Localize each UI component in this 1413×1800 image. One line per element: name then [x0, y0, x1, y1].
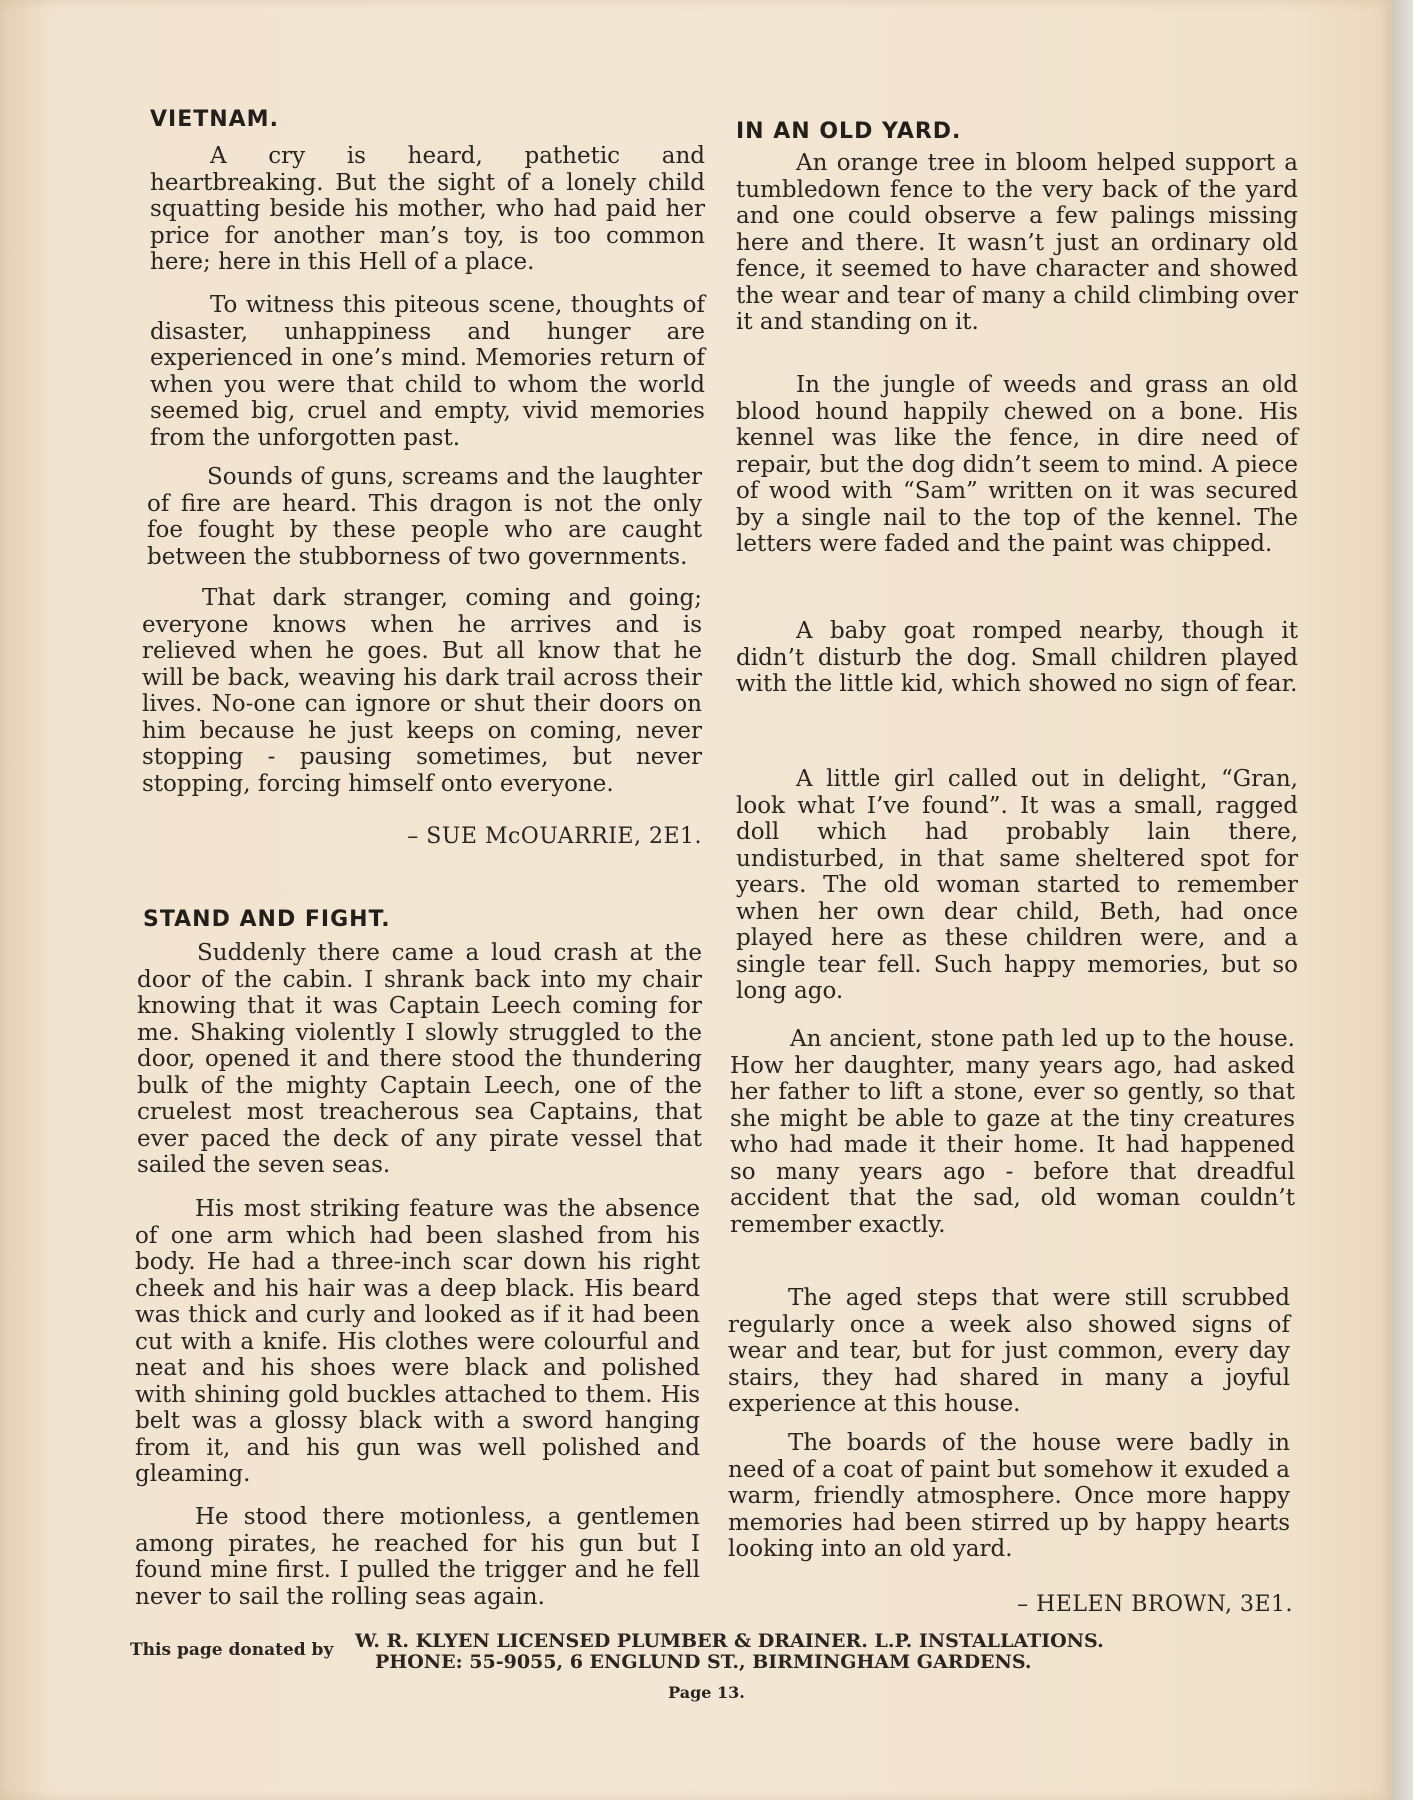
vietnam-title: VIETNAM.: [150, 107, 279, 132]
vietnam-paragraph: That dark stranger, coming and going; everyone knows when he arrives and is relieved when he goes. But all know that he will be back, weaving his dark trail across their lives. No-one can ignore or shut their doors on him because he just keeps on coming, never stopping - pausing sometimes, but never stopping, forcing himself onto everyone.: [142, 585, 702, 797]
vietnam-paragraph: To witness this piteous scene, thoughts of disaster, unhappiness and hunger are experienced in one’s mind. Memories return of when you were that child to whom the world seemed big, cruel and empty, vivid memories from the unforgotten past.: [150, 292, 705, 451]
old-yard-paragraph: A little girl called out in delight, “Gran, look what I’ve found”. It was a small, ragged doll which had probably lain there, undisturbed, in that same sheltered spot for years. The old woman started to remember when her own dear child, Beth, had once played here as these children were, and a single tear fell. Such happy memories, but so long ago.: [736, 766, 1298, 1004]
sponsor-label: This page donated by: [130, 1640, 334, 1660]
stand-and-fight-title: STAND AND FIGHT.: [143, 907, 391, 932]
old-yard-paragraph: The boards of the house were badly in need of a coat of paint but somehow it exuded a warm, friendly atmosphere. Once more happy memories had been stirred up by happy hearts looking into an old yard.: [728, 1430, 1290, 1562]
page-number: Page 13.: [668, 1683, 745, 1702]
old-yard-paragraph: An ancient, stone path led up to the house. How her daughter, many years ago, had asked her father to lift a stone, ever so gently, so that she might be able to gaze at the tiny creatures who had made it their home. It had happened so many years ago - before that dreadful accident that the sad, old woman couldn’t remember exactly.: [730, 1026, 1295, 1238]
vietnam-byline: – SUE McOUARRIE, 2E1.: [407, 824, 702, 849]
stand-and-fight-paragraph: Suddenly there came a loud crash at the door of the cabin. I shrank back into my chair knowing that it was Captain Leech coming for me. Shaking violently I slowly struggled to the door, opened it and there stood the thundering bulk of the mighty Captain Leech, one of the cruelest most treacherous sea Captains, that ever paced the deck of any pirate vessel that sailed the seven seas.: [137, 940, 702, 1178]
old-yard-title: IN AN OLD YARD.: [736, 119, 962, 144]
stand-and-fight-paragraph: His most striking feature was the absence of one arm which had been slashed from his body. He had a three-inch scar down his right cheek and his hair was a deep black. His beard was thick and curly and looked as if it had been cut with a knife. His clothes were colourful and neat and his shoes were black and polished with shining gold buckles attached to them. His belt was a glossy black with a sword hanging from it, and his gun was well polished and gleaming.: [135, 1196, 700, 1487]
sponsor-line-1: W. R. KLYEN LICENSED PLUMBER & DRAINER. L.P. INSTALLATIONS.: [355, 1630, 1104, 1652]
stand-and-fight-paragraph: He stood there motionless, a gentlemen among pirates, he reached for his gun but I found mine first. I pulled the trigger and he fell never to sail the rolling seas again.: [135, 1504, 700, 1610]
old-yard-paragraph: A baby goat romped nearby, though it didn’t disturb the dog. Small children played with the little kid, which showed no sign of fear.: [736, 618, 1298, 697]
old-yard-paragraph: In the jungle of weeds and grass an old blood hound happily chewed on a bone. His kennel was like the fence, in dire need of repair, but the dog didn’t seem to mind. A piece of wood with “Sam” written on it was secured by a single nail to the top of the kennel. The letters were faded and the paint was chipped.: [736, 372, 1298, 557]
vietnam-paragraph: Sounds of guns, screams and the laughter of fire are heard. This dragon is not the only foe fought by these people who are caught between the stubborness of two governments.: [147, 464, 702, 570]
vietnam-paragraph: A cry is heard, pathetic and heartbreaking. But the sight of a lonely child squatting beside his mother, who had paid her price for another man’s toy, is too common here; here in this Hell of a place.: [150, 143, 705, 275]
old-yard-byline: – HELEN BROWN, 3E1.: [1017, 1592, 1293, 1617]
old-yard-paragraph: An orange tree in bloom helped support a tumbledown fence to the very back of the yard and one could observe a few palings missing here and there. It wasn’t just an ordinary old fence, it seemed to have character and showed the wear and tear of many a child climbing over it and standing on it.: [736, 150, 1298, 335]
old-yard-paragraph: The aged steps that were still scrubbed regularly once a week also showed signs of wear and tear, but for just common, every day stairs, they had shared in many a joyful experience at this house.: [728, 1285, 1290, 1417]
page-edge: [1393, 0, 1413, 1800]
sponsor-line-2: PHONE: 55-9055, 6 ENGLUND ST., BIRMINGHAM GARDENS.: [375, 1651, 1032, 1673]
